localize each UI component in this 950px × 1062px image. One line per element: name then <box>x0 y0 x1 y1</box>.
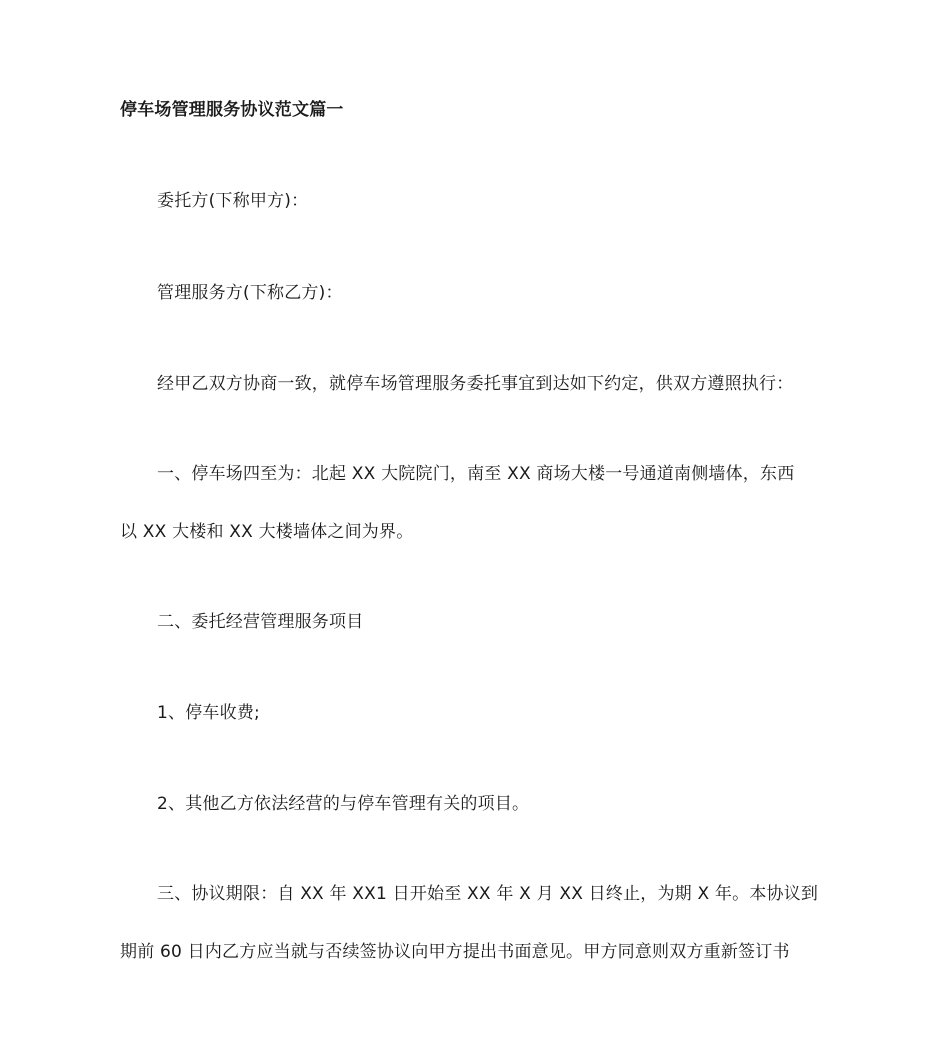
paragraph-term-line-2: 期前 60 日内乙方应当就与否续签协议向甲方提出书面意见。甲方同意则双方重新签订书 <box>120 942 790 962</box>
paragraph-service-items-heading: 二、委托经营管理服务项目 <box>157 612 364 632</box>
paragraph-term-line-1: 三、协议期限：自 XX 年 XX1 日开始至 XX 年 X 月 XX 日终止，为期 X 年。本协议到 <box>157 884 819 904</box>
paragraph-agreement-intro: 经甲乙双方协商一致，就停车场管理服务委托事宜到达如下约定，供双方遵照执行： <box>157 374 794 394</box>
document-title: 停车场管理服务协议范文篇一 <box>120 100 344 120</box>
paragraph-boundaries-line-1: 一、停车场四至为：北起 XX 大院院门，南至 XX 商场大楼一号通道南侧墙体，东西 <box>157 464 795 484</box>
paragraph-boundaries-line-2: 以 XX 大楼和 XX 大楼墙体之间为界。 <box>120 522 414 542</box>
paragraph-item-parking-fee: 1、停车收费; <box>157 703 260 723</box>
paragraph-entrusting-party: 委托方(下称甲方)： <box>157 191 309 211</box>
paragraph-service-party: 管理服务方(下称乙方)： <box>157 283 343 303</box>
paragraph-item-other-services: 2、其他乙方依法经营的与停车管理有关的项目。 <box>157 794 530 814</box>
